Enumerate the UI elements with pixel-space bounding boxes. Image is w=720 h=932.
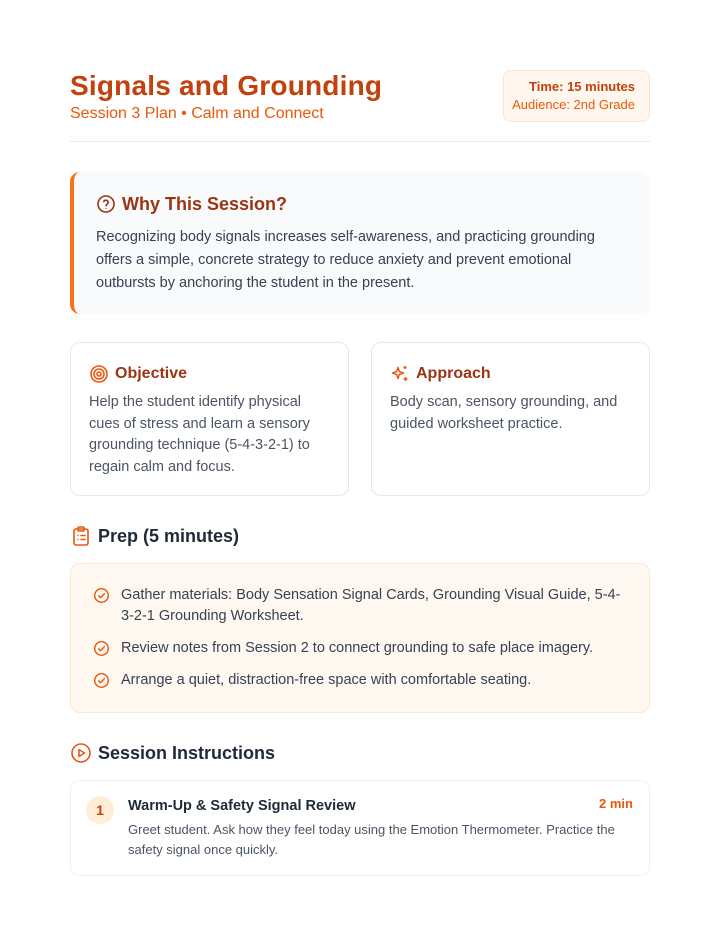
page-title: Signals and Grounding [70,70,383,101]
session-audience: Audience: 2nd Grade [512,97,635,112]
session-meta-box [503,70,650,122]
step-number-badge: 1 [86,796,114,824]
check-circle-icon [93,587,110,604]
approach-card [371,342,650,496]
clipboard-list-icon [70,525,92,547]
prep-box [70,563,650,713]
why-session-heading [96,192,630,216]
approach-text: Body scan, sensory grounding, and guided worksheet practice. [390,394,618,432]
instruction-step-card [70,780,650,876]
why-session-text: Recognizing body signals increases self-awareness, and practicing grounding offers a simple, concrete strategy to reduce anxiety and prevent emotional outbursts by anchoring the student in the present. [96,229,595,291]
list-item [93,670,627,691]
question-circle-icon [96,194,116,214]
prep-item-text: Arrange a quiet, distraction-free space with comfortable seating. [121,672,532,688]
list-item [93,638,627,659]
sparkles-icon [390,364,410,384]
target-icon [89,364,109,384]
prep-item-text: Gather materials: Body Sensation Signal Cards, Grounding Visual Guide, 5-4-3-2-1 Grounding Worksheet. [121,587,621,624]
why-session-callout [70,172,650,314]
step-description: Greet student. Ask how they feel today using the Emotion Thermometer. Practice the safety signal once quickly. [128,822,615,857]
objective-text: Help the student identify physical cues of stress and learn a sensory grounding technique (5-4-3-2-1) to regain calm and focus. [89,394,310,475]
session-time: Time: 15 minutes [529,79,635,94]
prep-heading [70,523,239,549]
step-duration: 2 min [599,796,633,811]
play-circle-icon [70,742,92,764]
approach-heading [390,362,631,386]
instructions-title: Session Instructions [98,742,276,763]
prep-item-text: Review notes from Session 2 to connect grounding to safe place imagery. [121,640,594,656]
page-header [70,68,650,142]
step-title: Warm-Up & Safety Signal Review [128,798,356,814]
prep-title: Prep (5 minutes) [98,525,240,546]
check-circle-icon [93,672,110,689]
page-subtitle: Session 3 Plan • Calm and Connect [70,105,324,122]
check-circle-icon [93,640,110,657]
why-session-title: Why This Session? [122,193,288,214]
list-item [93,585,627,627]
instructions-heading [70,740,275,766]
objective-title: Objective [115,365,188,382]
objective-card [70,342,349,496]
approach-title: Approach [416,365,491,382]
objective-heading [89,362,330,386]
